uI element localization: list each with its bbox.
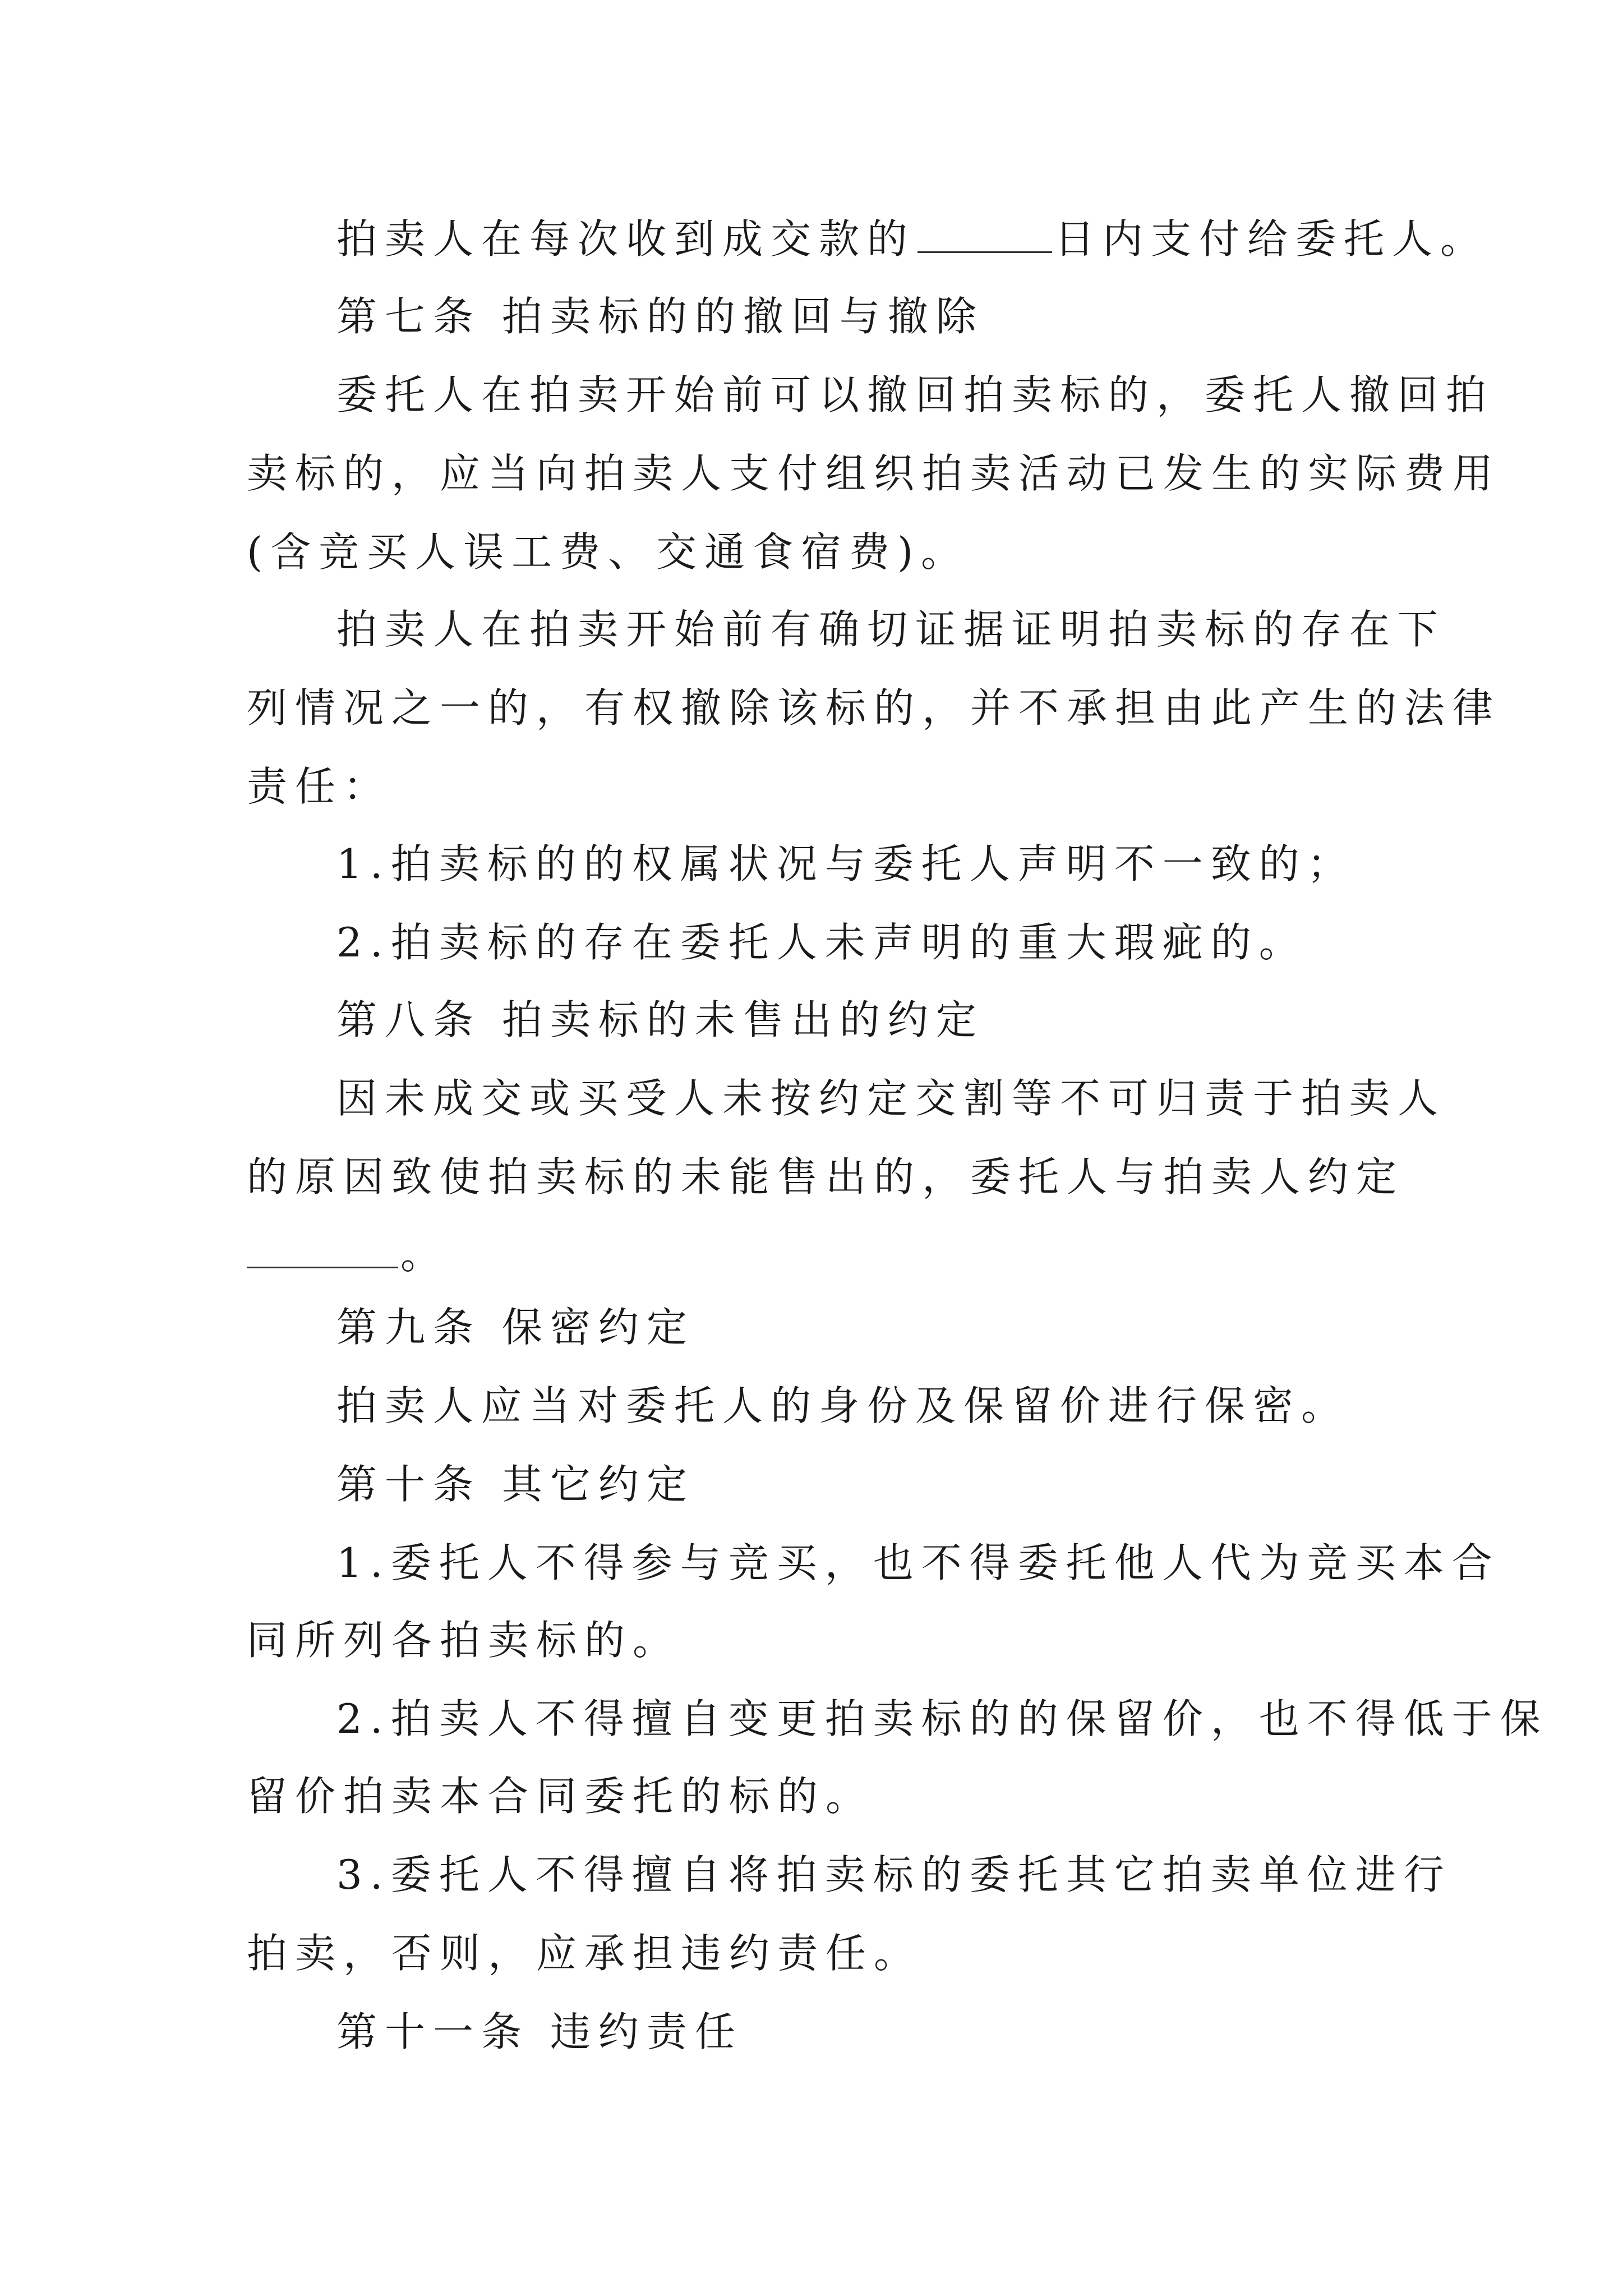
article-9-heading: 第九条 保密约定 xyxy=(336,1304,695,1351)
article-10-item-1-line-1: 1.委托人不得参与竞买，也不得委托他人代为竞买本合 xyxy=(336,1539,1500,1586)
payment-text-before: 拍卖人在每次收到成交款的 xyxy=(336,215,916,263)
article-7-item-2: 2.拍卖标的存在委托人未声明的重大瑕疵的。 xyxy=(336,919,1307,966)
blank-agreement-field xyxy=(247,1261,398,1268)
article-8-paragraph-line-1: 因未成交或买受人未按约定交割等不可归责于拍卖人 xyxy=(336,1075,1446,1122)
article-10-item-2-line-2: 留价拍卖本合同委托的标的。 xyxy=(247,1773,874,1820)
article-8-period: 。 xyxy=(400,1231,449,1278)
article-8-paragraph-line-3 xyxy=(247,1231,449,1278)
article-8-heading: 第八条 拍卖标的未售出的约定 xyxy=(336,996,984,1043)
article-8-paragraph-line-2: 的原因致使拍卖标的未能售出的，委托人与拍卖人约定 xyxy=(247,1153,1405,1200)
article-7-paragraph-2-line-3: 责任： xyxy=(247,763,392,810)
article-10-item-3-line-1: 3.委托人不得擅自将拍卖标的委托其它拍卖单位进行 xyxy=(336,1851,1452,1898)
article-7-paragraph-2-line-2: 列情况之一的，有权撤除该标的，并不承担由此产生的法律 xyxy=(247,684,1501,731)
payment-text-after: 日内支付给委托人。 xyxy=(1054,215,1489,263)
article-11-heading: 第十一条 违约责任 xyxy=(336,2008,743,2055)
paragraph-payment-term xyxy=(336,215,1489,263)
article-7-paragraph-1-line-3: (含竞买人误工费、交通食宿费)。 xyxy=(247,528,970,576)
article-9-paragraph: 拍卖人应当对委托人的身份及保留价进行保密。 xyxy=(336,1382,1350,1429)
article-7-paragraph-2-line-1: 拍卖人在拍卖开始前有确切证据证明拍卖标的存在下 xyxy=(336,606,1446,653)
blank-days-field xyxy=(917,246,1052,253)
article-7-paragraph-1-line-2: 卖标的，应当向拍卖人支付组织拍卖活动已发生的实际费用 xyxy=(247,450,1501,497)
article-7-heading: 第七条 拍卖标的的撤回与撤除 xyxy=(336,293,984,340)
article-7-paragraph-1-line-1: 委托人在拍卖开始前可以撤回拍卖标的，委托人撤回拍 xyxy=(336,371,1495,418)
article-10-item-1-line-2: 同所列各拍卖标的。 xyxy=(247,1617,681,1664)
article-7-item-1: 1.拍卖标的的权属状况与委托人声明不一致的； xyxy=(336,840,1355,887)
article-10-item-2-line-1: 2.拍卖人不得擅自变更拍卖标的的保留价，也不得低于保 xyxy=(336,1695,1548,1742)
article-10-item-3-line-2: 拍卖，否则，应承担违约责任。 xyxy=(247,1930,923,1977)
article-10-heading: 第十条 其它约定 xyxy=(336,1461,695,1508)
